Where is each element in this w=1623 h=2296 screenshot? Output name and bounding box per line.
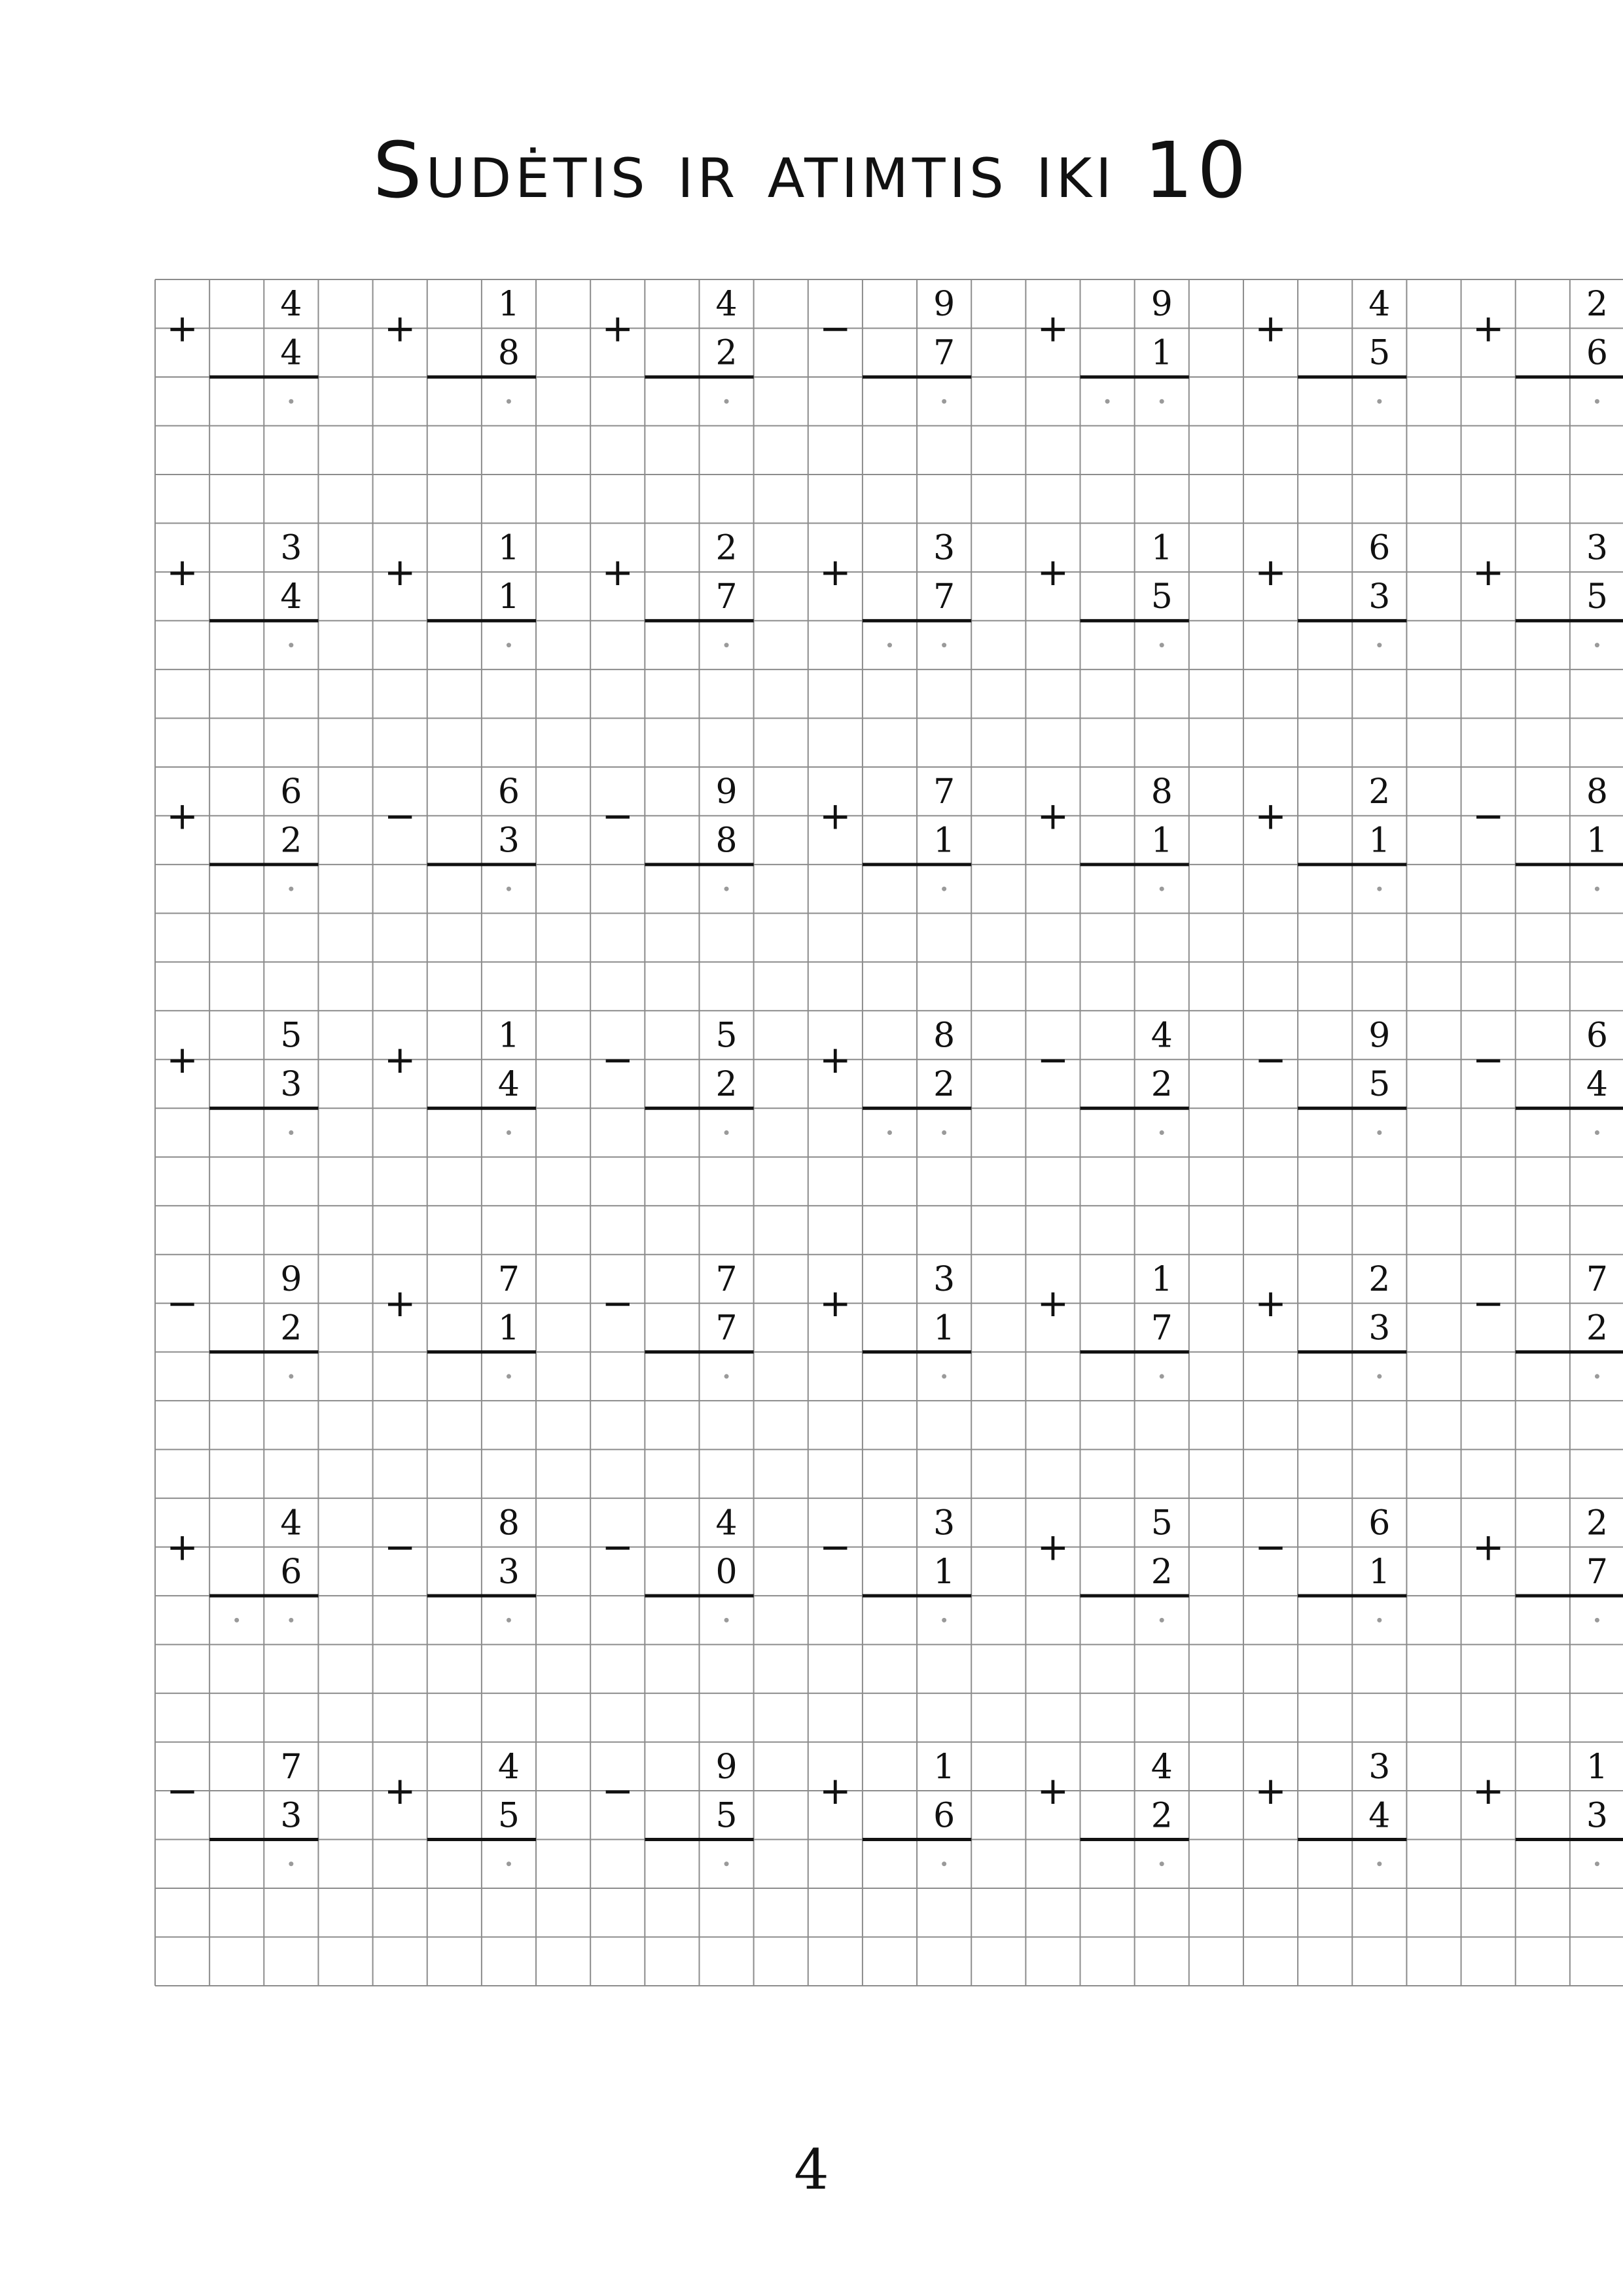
problem — [1472, 1260, 1623, 1378]
problem — [1472, 772, 1623, 891]
bottom-operand: 1 — [933, 1552, 955, 1592]
top-operand: 3 — [1586, 528, 1608, 568]
operator-sign: − — [819, 1524, 851, 1570]
answer-dot — [942, 1618, 946, 1623]
top-operand: 4 — [280, 285, 302, 325]
operator-sign: + — [819, 1768, 851, 1814]
bottom-operand: 2 — [715, 1065, 738, 1105]
operator-sign: + — [166, 306, 198, 351]
answer-dot — [1595, 399, 1599, 404]
operator-sign: − — [1472, 1037, 1505, 1082]
answer-dot — [289, 1861, 293, 1866]
problem — [166, 1503, 318, 1622]
problem — [1472, 529, 1623, 647]
answer-dot — [887, 643, 892, 647]
answer-dot — [1595, 643, 1599, 647]
problem — [384, 1260, 536, 1378]
problem — [1472, 1503, 1623, 1622]
bottom-operand: 1 — [1586, 821, 1608, 861]
operator-sign: − — [601, 793, 634, 838]
problem — [166, 1016, 318, 1135]
answer-dot — [507, 1130, 511, 1135]
operator-sign: + — [1037, 1768, 1069, 1814]
problem — [1037, 1260, 1189, 1378]
top-operand: 9 — [933, 285, 955, 325]
bottom-operand: 4 — [497, 1065, 520, 1105]
bottom-operand: 2 — [280, 821, 302, 861]
answer-dot — [724, 1374, 729, 1378]
top-operand: 8 — [1586, 772, 1608, 812]
problem-layer — [166, 285, 1623, 1866]
problem — [1255, 1260, 1406, 1378]
problem — [601, 1016, 753, 1135]
problem — [1255, 285, 1406, 403]
bottom-operand: 2 — [280, 1308, 302, 1348]
bottom-operand: 1 — [933, 821, 955, 861]
operator-sign: + — [1472, 306, 1505, 351]
operator-sign: + — [1037, 1524, 1069, 1570]
operator-sign: + — [1255, 306, 1287, 351]
top-operand: 1 — [1150, 528, 1173, 568]
bottom-operand: 4 — [1586, 1065, 1608, 1105]
top-operand: 1 — [497, 285, 520, 325]
problem — [601, 1260, 753, 1378]
problem — [601, 1503, 753, 1622]
operator-sign: + — [383, 1281, 416, 1326]
problem — [384, 1016, 536, 1135]
bottom-operand: 5 — [1368, 1065, 1391, 1105]
answer-dot — [724, 1618, 729, 1623]
bottom-operand: 2 — [715, 333, 738, 373]
answer-dot — [724, 399, 729, 404]
bottom-operand: 3 — [1368, 577, 1391, 617]
top-operand: 7 — [497, 1259, 520, 1299]
problem — [819, 1748, 971, 1866]
bottom-operand: 0 — [715, 1552, 738, 1592]
operator-sign: + — [1255, 1768, 1287, 1814]
answer-dot — [724, 643, 729, 647]
operator-sign: + — [383, 1768, 416, 1814]
top-operand: 4 — [715, 1503, 738, 1543]
answer-dot — [887, 1130, 892, 1135]
page-number: 4 — [794, 2138, 829, 2202]
operator-sign: + — [1255, 549, 1287, 594]
answer-dot — [1595, 887, 1599, 891]
top-operand: 7 — [933, 772, 955, 812]
problem — [819, 1016, 971, 1135]
operator-sign: − — [601, 1768, 634, 1814]
problem — [1037, 1748, 1189, 1866]
bottom-operand: 5 — [1586, 577, 1608, 617]
top-operand: 2 — [1586, 1503, 1608, 1543]
bottom-operand: 4 — [1368, 1796, 1391, 1836]
operator-sign: + — [601, 549, 634, 594]
bottom-operand: 7 — [715, 1308, 738, 1348]
problem — [1472, 285, 1623, 403]
top-operand: 3 — [1368, 1747, 1391, 1787]
answer-dot — [234, 1618, 239, 1623]
bottom-operand: 5 — [715, 1796, 738, 1836]
top-operand: 2 — [1368, 772, 1391, 812]
top-operand: 7 — [1586, 1259, 1608, 1299]
operator-sign: − — [383, 1524, 416, 1570]
answer-dot — [1105, 399, 1110, 404]
bottom-operand: 6 — [933, 1796, 955, 1836]
problem — [601, 529, 753, 647]
answer-dot — [1160, 1130, 1164, 1135]
bottom-operand: 7 — [933, 333, 955, 373]
operator-sign: + — [819, 1281, 851, 1326]
answer-dot — [942, 643, 946, 647]
answer-dot — [1160, 887, 1164, 891]
top-operand: 1 — [1586, 1747, 1608, 1787]
answer-dot — [1377, 1130, 1382, 1135]
operator-sign: + — [1037, 549, 1069, 594]
operator-sign: − — [1472, 793, 1505, 838]
problem — [384, 529, 536, 647]
top-operand: 8 — [933, 1016, 955, 1056]
answer-dot — [1160, 399, 1164, 404]
answer-dot — [1377, 1374, 1382, 1378]
operator-sign: + — [1472, 1524, 1505, 1570]
top-operand: 5 — [280, 1016, 302, 1056]
problem — [1255, 1016, 1406, 1135]
top-operand: 9 — [280, 1259, 302, 1299]
bottom-operand: 6 — [280, 1552, 302, 1592]
operator-sign: + — [819, 1037, 851, 1082]
answer-dot — [942, 1374, 946, 1378]
top-operand: 4 — [497, 1747, 520, 1787]
problem — [1037, 1016, 1189, 1135]
top-operand: 5 — [715, 1016, 738, 1056]
bottom-operand: 4 — [280, 333, 302, 373]
answer-dot — [724, 887, 729, 891]
operator-sign: + — [1255, 1281, 1287, 1326]
problem — [1037, 529, 1189, 647]
bottom-operand: 1 — [933, 1308, 955, 1348]
bottom-operand: 7 — [1586, 1552, 1608, 1592]
operator-sign: − — [166, 1768, 198, 1814]
problem — [1255, 1748, 1406, 1866]
bottom-operand: 2 — [1150, 1065, 1173, 1105]
operator-sign: + — [1037, 1281, 1069, 1326]
operator-sign: + — [1472, 1768, 1505, 1814]
answer-dot — [1595, 1861, 1599, 1866]
top-operand: 7 — [280, 1747, 302, 1787]
problem — [166, 1260, 318, 1378]
bottom-operand: 2 — [1150, 1552, 1173, 1592]
operator-sign: + — [1037, 306, 1069, 351]
operator-sign: + — [166, 549, 198, 594]
bottom-operand: 3 — [280, 1065, 302, 1105]
bottom-operand: 1 — [1368, 1552, 1391, 1592]
answer-dot — [942, 399, 946, 404]
bottom-operand: 5 — [497, 1796, 520, 1836]
bottom-operand: 2 — [1150, 1796, 1173, 1836]
bottom-operand: 1 — [1150, 333, 1173, 373]
problem — [384, 1503, 536, 1622]
problem — [819, 1260, 971, 1378]
top-operand: 4 — [1150, 1016, 1173, 1056]
bottom-operand: 5 — [1368, 333, 1391, 373]
bottom-operand: 7 — [1150, 1308, 1173, 1348]
bottom-operand: 1 — [497, 1308, 520, 1348]
bottom-operand: 1 — [1150, 821, 1173, 861]
bottom-operand: 4 — [280, 577, 302, 617]
answer-dot — [289, 1374, 293, 1378]
bottom-operand: 1 — [497, 577, 520, 617]
top-operand: 7 — [715, 1259, 738, 1299]
top-operand: 4 — [1150, 1747, 1173, 1787]
bottom-operand: 5 — [1150, 577, 1173, 617]
problem — [166, 529, 318, 647]
top-operand: 2 — [1368, 1259, 1391, 1299]
problem — [1472, 1016, 1623, 1135]
operator-sign: + — [1037, 793, 1069, 838]
problem — [1037, 1503, 1189, 1622]
operator-sign: − — [601, 1524, 634, 1570]
operator-sign: + — [166, 1037, 198, 1082]
problem — [1255, 529, 1406, 647]
problem — [1472, 1748, 1623, 1866]
bottom-operand: 3 — [280, 1796, 302, 1836]
problem — [166, 285, 318, 403]
bottom-operand: 3 — [1586, 1796, 1608, 1836]
top-operand: 9 — [1368, 1016, 1391, 1056]
page-title: Sudėtis ir atimtis iki 10 — [372, 125, 1251, 215]
problem — [384, 772, 536, 891]
answer-dot — [507, 1618, 511, 1623]
operator-sign: − — [383, 793, 416, 838]
operator-sign: − — [1255, 1524, 1287, 1570]
operator-sign: + — [1472, 549, 1505, 594]
answer-dot — [289, 887, 293, 891]
top-operand: 1 — [1150, 1259, 1173, 1299]
problem — [384, 285, 536, 403]
problem — [1037, 285, 1189, 403]
problem — [601, 772, 753, 891]
problem — [601, 285, 753, 403]
top-operand: 6 — [1586, 1016, 1608, 1056]
bottom-operand: 8 — [715, 821, 738, 861]
operator-sign: − — [166, 1281, 198, 1326]
answer-dot — [507, 1861, 511, 1866]
top-operand: 1 — [933, 1747, 955, 1787]
problem — [819, 1503, 971, 1622]
operator-sign: − — [819, 306, 851, 351]
top-operand: 6 — [1368, 528, 1391, 568]
operator-sign: + — [166, 793, 198, 838]
top-operand: 3 — [933, 528, 955, 568]
top-operand: 8 — [497, 1503, 520, 1543]
answer-dot — [1160, 1374, 1164, 1378]
operator-sign: + — [166, 1524, 198, 1570]
bottom-operand: 8 — [497, 333, 520, 373]
top-operand: 1 — [497, 1016, 520, 1056]
top-operand: 3 — [933, 1503, 955, 1543]
bottom-operand: 1 — [1368, 821, 1391, 861]
answer-dot — [289, 399, 293, 404]
operator-sign: − — [601, 1037, 634, 1082]
top-operand: 4 — [715, 285, 738, 325]
operator-sign: − — [601, 1281, 634, 1326]
bottom-operand: 3 — [497, 1552, 520, 1592]
answer-dot — [942, 887, 946, 891]
top-operand: 2 — [1586, 285, 1608, 325]
top-operand: 3 — [933, 1259, 955, 1299]
answer-dot — [724, 1130, 729, 1135]
answer-dot — [507, 643, 511, 647]
answer-dot — [289, 643, 293, 647]
answer-dot — [1595, 1374, 1599, 1378]
problem — [819, 285, 971, 403]
top-operand: 8 — [1150, 772, 1173, 812]
bottom-operand: 3 — [1368, 1308, 1391, 1348]
top-operand: 9 — [1150, 285, 1173, 325]
top-operand: 6 — [1368, 1503, 1391, 1543]
answer-dot — [1377, 399, 1382, 404]
answer-dot — [724, 1861, 729, 1866]
answer-dot — [942, 1130, 946, 1135]
problem — [601, 1748, 753, 1866]
operator-sign: − — [1472, 1281, 1505, 1326]
operator-sign: + — [383, 306, 416, 351]
bottom-operand: 6 — [1586, 333, 1608, 373]
operator-sign: + — [383, 549, 416, 594]
bottom-operand: 3 — [497, 821, 520, 861]
operator-sign: + — [819, 549, 851, 594]
top-operand: 2 — [715, 528, 738, 568]
problem — [1037, 772, 1189, 891]
top-operand: 4 — [280, 1503, 302, 1543]
operator-sign: − — [1255, 1037, 1287, 1082]
top-operand: 6 — [497, 772, 520, 812]
answer-dot — [1377, 1861, 1382, 1866]
top-operand: 4 — [1368, 285, 1391, 325]
answer-dot — [1160, 1618, 1164, 1623]
answer-dot — [507, 887, 511, 891]
problem — [819, 529, 971, 647]
operator-sign: + — [1255, 793, 1287, 838]
answer-dot — [1377, 887, 1382, 891]
answer-dot — [1160, 1861, 1164, 1866]
answer-dot — [507, 399, 511, 404]
top-operand: 3 — [280, 528, 302, 568]
answer-dot — [289, 1618, 293, 1623]
problem — [1255, 1503, 1406, 1622]
top-operand: 1 — [497, 528, 520, 568]
answer-dot — [1377, 643, 1382, 647]
answer-dot — [1595, 1618, 1599, 1623]
top-operand: 6 — [280, 772, 302, 812]
bottom-operand: 7 — [715, 577, 738, 617]
operator-sign: + — [383, 1037, 416, 1082]
top-operand: 9 — [715, 1747, 738, 1787]
operator-sign: − — [1037, 1037, 1069, 1082]
top-operand: 9 — [715, 772, 738, 812]
problem — [166, 1748, 318, 1866]
operator-sign: + — [601, 306, 634, 351]
bottom-operand: 2 — [933, 1065, 955, 1105]
answer-dot — [1160, 643, 1164, 647]
problem — [384, 1748, 536, 1866]
problem — [166, 772, 318, 891]
answer-dot — [289, 1130, 293, 1135]
bottom-operand: 2 — [1586, 1308, 1608, 1348]
operator-sign: + — [819, 793, 851, 838]
answer-dot — [1377, 1618, 1382, 1623]
top-operand: 5 — [1150, 1503, 1173, 1543]
answer-dot — [507, 1374, 511, 1378]
answer-dot — [1595, 1130, 1599, 1135]
answer-dot — [942, 1861, 946, 1866]
bottom-operand: 7 — [933, 577, 955, 617]
problem — [819, 772, 971, 891]
problem — [1255, 772, 1406, 891]
